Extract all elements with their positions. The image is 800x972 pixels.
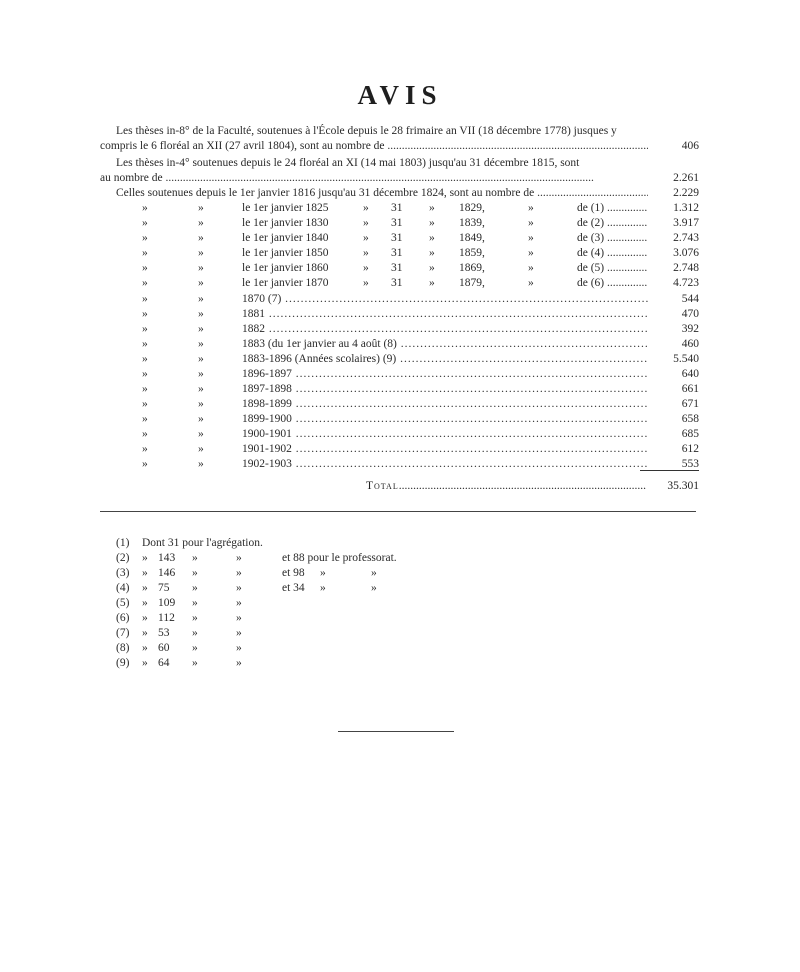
ditto-mark: »: [528, 217, 534, 229]
ditto-mark: »: [142, 247, 148, 259]
ditto-mark: »: [142, 567, 148, 579]
ditto-mark: »: [236, 627, 242, 639]
ditto-mark: »: [429, 262, 435, 274]
ditto-mark: »: [192, 642, 198, 654]
ditto-mark: »: [142, 202, 148, 214]
table-row: [100, 337, 700, 352]
table-row: [100, 442, 700, 457]
ditto-mark: »: [142, 217, 148, 229]
footnote-count: 112: [158, 612, 175, 624]
period-label: 1898-1899 .....: [242, 397, 648, 412]
footnote-ref: de (2) .....: [577, 216, 647, 231]
ditto-mark: »: [198, 277, 204, 289]
ditto-mark: »: [236, 642, 242, 654]
ditto-mark: »: [198, 368, 204, 380]
ditto-mark: »: [142, 323, 148, 335]
period-end-year: 1869,: [459, 262, 485, 274]
period-label: 1899-1900 .....: [242, 412, 648, 427]
ditto-mark: »: [429, 202, 435, 214]
period-label: 1870 (7) .....: [242, 292, 648, 307]
ditto-mark: »: [142, 582, 148, 594]
footnote-ref: de (3) .....: [577, 231, 647, 246]
ditto-mark: »: [429, 277, 435, 289]
intro-line-2: compris le 6 floréal an XII (27 avril 1804), sont au nombre de .....: [100, 139, 648, 154]
intro-line-3: Les thèses in-4° soutenues depuis le 24 floréal an XI (14 mai 1803) jusqu'au 31 décembre 1815, sont: [116, 157, 580, 169]
footnote: [116, 626, 516, 641]
ditto-mark: »: [236, 552, 242, 564]
ditto-mark: »: [528, 202, 534, 214]
ditto-mark: »: [236, 567, 242, 579]
total-rule: [640, 470, 699, 471]
period-label: 1896-1897 .....: [242, 367, 648, 382]
ditto-mark: »: [363, 217, 369, 229]
period-label: 1897-1898 .....: [242, 382, 648, 397]
ditto-mark: »: [198, 443, 204, 455]
count-value: 460: [681, 338, 699, 350]
ditto-mark: »: [198, 338, 204, 350]
intro-line-1: Les thèses in-8° de la Faculté, soutenues à l'École depuis le 28 frimaire an VII (18 décembre 1778) jusques y: [116, 125, 617, 137]
footnote-text: Dont 31 pour l'agrégation.: [142, 537, 263, 549]
table-row: [100, 307, 700, 322]
period-start: le 1er janvier 1870: [242, 277, 329, 289]
period-day: 31: [391, 217, 403, 229]
table-row: [100, 412, 700, 427]
ditto-mark: »: [236, 582, 242, 594]
intro-value-1: 406: [681, 140, 699, 152]
table-row: [100, 427, 700, 442]
ditto-mark: »: [142, 552, 148, 564]
total-label: Total .....: [366, 479, 648, 494]
ditto-mark: »: [320, 582, 326, 594]
count-value: 470: [681, 308, 699, 320]
count-value: 1.312: [673, 202, 699, 214]
ditto-mark: »: [142, 368, 148, 380]
table-row: [100, 246, 700, 261]
intro-row-1: [100, 139, 700, 154]
ditto-mark: »: [142, 612, 148, 624]
footnote-number: (8): [116, 642, 130, 654]
ditto-mark: »: [142, 308, 148, 320]
ditto-mark: »: [142, 277, 148, 289]
count-value: 640: [681, 368, 699, 380]
count-value: 3.917: [673, 217, 699, 229]
footnote-count: 53: [158, 627, 170, 639]
footnote-ref: de (5) .....: [577, 261, 647, 276]
ditto-mark: »: [142, 642, 148, 654]
celles-value: 2.229: [673, 187, 699, 199]
ditto-mark: »: [371, 582, 377, 594]
ditto-mark: »: [198, 247, 204, 259]
ditto-mark: »: [198, 202, 204, 214]
footnote-count: 64: [158, 657, 170, 669]
ditto-mark: »: [142, 293, 148, 305]
ditto-mark: »: [363, 262, 369, 274]
ditto-mark: »: [528, 277, 534, 289]
period-end-year: 1879,: [459, 277, 485, 289]
ditto-mark: »: [142, 353, 148, 365]
period-end-year: 1859,: [459, 247, 485, 259]
ditto-mark: »: [198, 262, 204, 274]
ditto-mark: »: [142, 338, 148, 350]
period-label: 1883-1896 (Années scolaires) (9) .....: [242, 352, 648, 367]
period-day: 31: [391, 202, 403, 214]
footnote: [116, 611, 516, 626]
ditto-mark: »: [142, 232, 148, 244]
period-label: 1901-1902 .....: [242, 442, 648, 457]
ditto-mark: »: [192, 582, 198, 594]
ditto-mark: »: [198, 428, 204, 440]
footnote: [116, 581, 516, 596]
table-row: [100, 367, 700, 382]
footnote: [116, 551, 516, 566]
ditto-mark: »: [192, 567, 198, 579]
ditto-mark: »: [429, 232, 435, 244]
count-value: 3.076: [673, 247, 699, 259]
table-row: [100, 382, 700, 397]
ditto-mark: »: [142, 398, 148, 410]
ditto-mark: »: [142, 262, 148, 274]
period-end-year: 1839,: [459, 217, 485, 229]
count-value: 5.540: [673, 353, 699, 365]
ditto-mark: »: [142, 657, 148, 669]
ditto-mark: »: [198, 458, 204, 470]
footnote-count: 75: [158, 582, 170, 594]
footnote: [116, 566, 516, 581]
ditto-mark: »: [142, 443, 148, 455]
ditto-mark: »: [142, 383, 148, 395]
divider: [100, 511, 696, 512]
period-start: le 1er janvier 1840: [242, 232, 329, 244]
page-title: AVIS: [357, 80, 443, 110]
ditto-mark: »: [142, 413, 148, 425]
table-row: [100, 201, 700, 216]
ditto-mark: »: [363, 232, 369, 244]
footnote-count: 109: [158, 597, 176, 609]
period-day: 31: [391, 232, 403, 244]
count-value: 4.723: [673, 277, 699, 289]
period-day: 31: [391, 262, 403, 274]
table-row: [100, 397, 700, 412]
count-value: 544: [681, 293, 699, 305]
footnote: [116, 536, 516, 551]
end-rule: [338, 731, 454, 732]
count-value: 671: [681, 398, 699, 410]
count-value: 553: [681, 458, 699, 470]
period-start: le 1er janvier 1830: [242, 217, 329, 229]
ditto-mark: »: [363, 247, 369, 259]
period-label: 1902-1903 .....: [242, 457, 648, 472]
ditto-mark: »: [198, 217, 204, 229]
footnote-extra: et 88 pour le professorat.: [282, 552, 397, 564]
count-value: 2.748: [673, 262, 699, 274]
ditto-mark: »: [198, 353, 204, 365]
period-label: 1882 .....: [242, 322, 648, 337]
ditto-mark: »: [192, 627, 198, 639]
table-row: [100, 457, 700, 472]
ditto-mark: »: [236, 612, 242, 624]
celles-row: [100, 186, 700, 201]
footnote-extra: et 98: [282, 567, 305, 579]
ditto-mark: »: [320, 567, 326, 579]
ditto-mark: »: [192, 552, 198, 564]
table-row: [100, 231, 700, 246]
footnote-ref: de (4) .....: [577, 246, 647, 261]
ditto-mark: »: [198, 398, 204, 410]
table-row: [100, 276, 700, 291]
ditto-mark: »: [142, 627, 148, 639]
ditto-mark: »: [198, 383, 204, 395]
footnote-count: 143: [158, 552, 176, 564]
footnote: [116, 656, 516, 671]
ditto-mark: »: [192, 657, 198, 669]
intro-row-2: [100, 171, 700, 186]
ditto-mark: »: [198, 413, 204, 425]
period-label: 1900-1901 .....: [242, 427, 648, 442]
ditto-mark: »: [236, 597, 242, 609]
footnote-number: (6): [116, 612, 130, 624]
ditto-mark: »: [363, 277, 369, 289]
total-row: [100, 479, 700, 494]
ditto-mark: »: [429, 217, 435, 229]
count-value: 612: [681, 443, 699, 455]
period-start: le 1er janvier 1825: [242, 202, 329, 214]
footnote: [116, 596, 516, 611]
ditto-mark: »: [236, 657, 242, 669]
ditto-mark: »: [192, 612, 198, 624]
intro-value-2: 2.261: [673, 172, 699, 184]
footnote-number: (3): [116, 567, 130, 579]
ditto-mark: »: [142, 458, 148, 470]
total-value: 35.301: [667, 480, 699, 492]
count-value: 658: [681, 413, 699, 425]
ditto-mark: »: [198, 308, 204, 320]
ditto-mark: »: [192, 597, 198, 609]
footnote-number: (2): [116, 552, 130, 564]
period-label: 1883 (du 1er janvier au 4 août (8) .....: [242, 337, 648, 352]
celles-text: Celles soutenues depuis le 1er janvier 1816 jusqu'au 31 décembre 1824, sont au nombre de .....: [116, 186, 648, 201]
footnote-count: 60: [158, 642, 170, 654]
period-end-year: 1829,: [459, 202, 485, 214]
ditto-mark: »: [528, 247, 534, 259]
table-row: [100, 292, 700, 307]
footnote-number: (9): [116, 657, 130, 669]
ditto-mark: »: [142, 428, 148, 440]
footnote-extra: et 34: [282, 582, 305, 594]
table-row: [100, 352, 700, 367]
count-value: 661: [681, 383, 699, 395]
count-value: 392: [681, 323, 699, 335]
footnote-number: (1): [116, 537, 130, 549]
footnote-number: (7): [116, 627, 130, 639]
period-day: 31: [391, 277, 403, 289]
table-row: [100, 261, 700, 276]
period-label: 1881 .....: [242, 307, 648, 322]
footnote-number: (5): [116, 597, 130, 609]
ditto-mark: »: [528, 232, 534, 244]
ditto-mark: »: [198, 232, 204, 244]
footnote-number: (4): [116, 582, 130, 594]
ditto-mark: »: [198, 323, 204, 335]
ditto-mark: »: [142, 597, 148, 609]
footnote: [116, 641, 516, 656]
intro-line-4: au nombre de .....: [100, 171, 648, 186]
period-day: 31: [391, 247, 403, 259]
ditto-mark: »: [371, 567, 377, 579]
ditto-mark: »: [363, 202, 369, 214]
table-row: [100, 322, 700, 337]
period-start: le 1er janvier 1850: [242, 247, 329, 259]
footnote-ref: de (6) .....: [577, 276, 647, 291]
period-end-year: 1849,: [459, 232, 485, 244]
count-value: 685: [681, 428, 699, 440]
count-value: 2.743: [673, 232, 699, 244]
period-start: le 1er janvier 1860: [242, 262, 329, 274]
table-row: [100, 216, 700, 231]
ditto-mark: »: [429, 247, 435, 259]
ditto-mark: »: [198, 293, 204, 305]
footnote-ref: de (1) .....: [577, 201, 647, 216]
footnote-count: 146: [158, 567, 176, 579]
ditto-mark: »: [528, 262, 534, 274]
